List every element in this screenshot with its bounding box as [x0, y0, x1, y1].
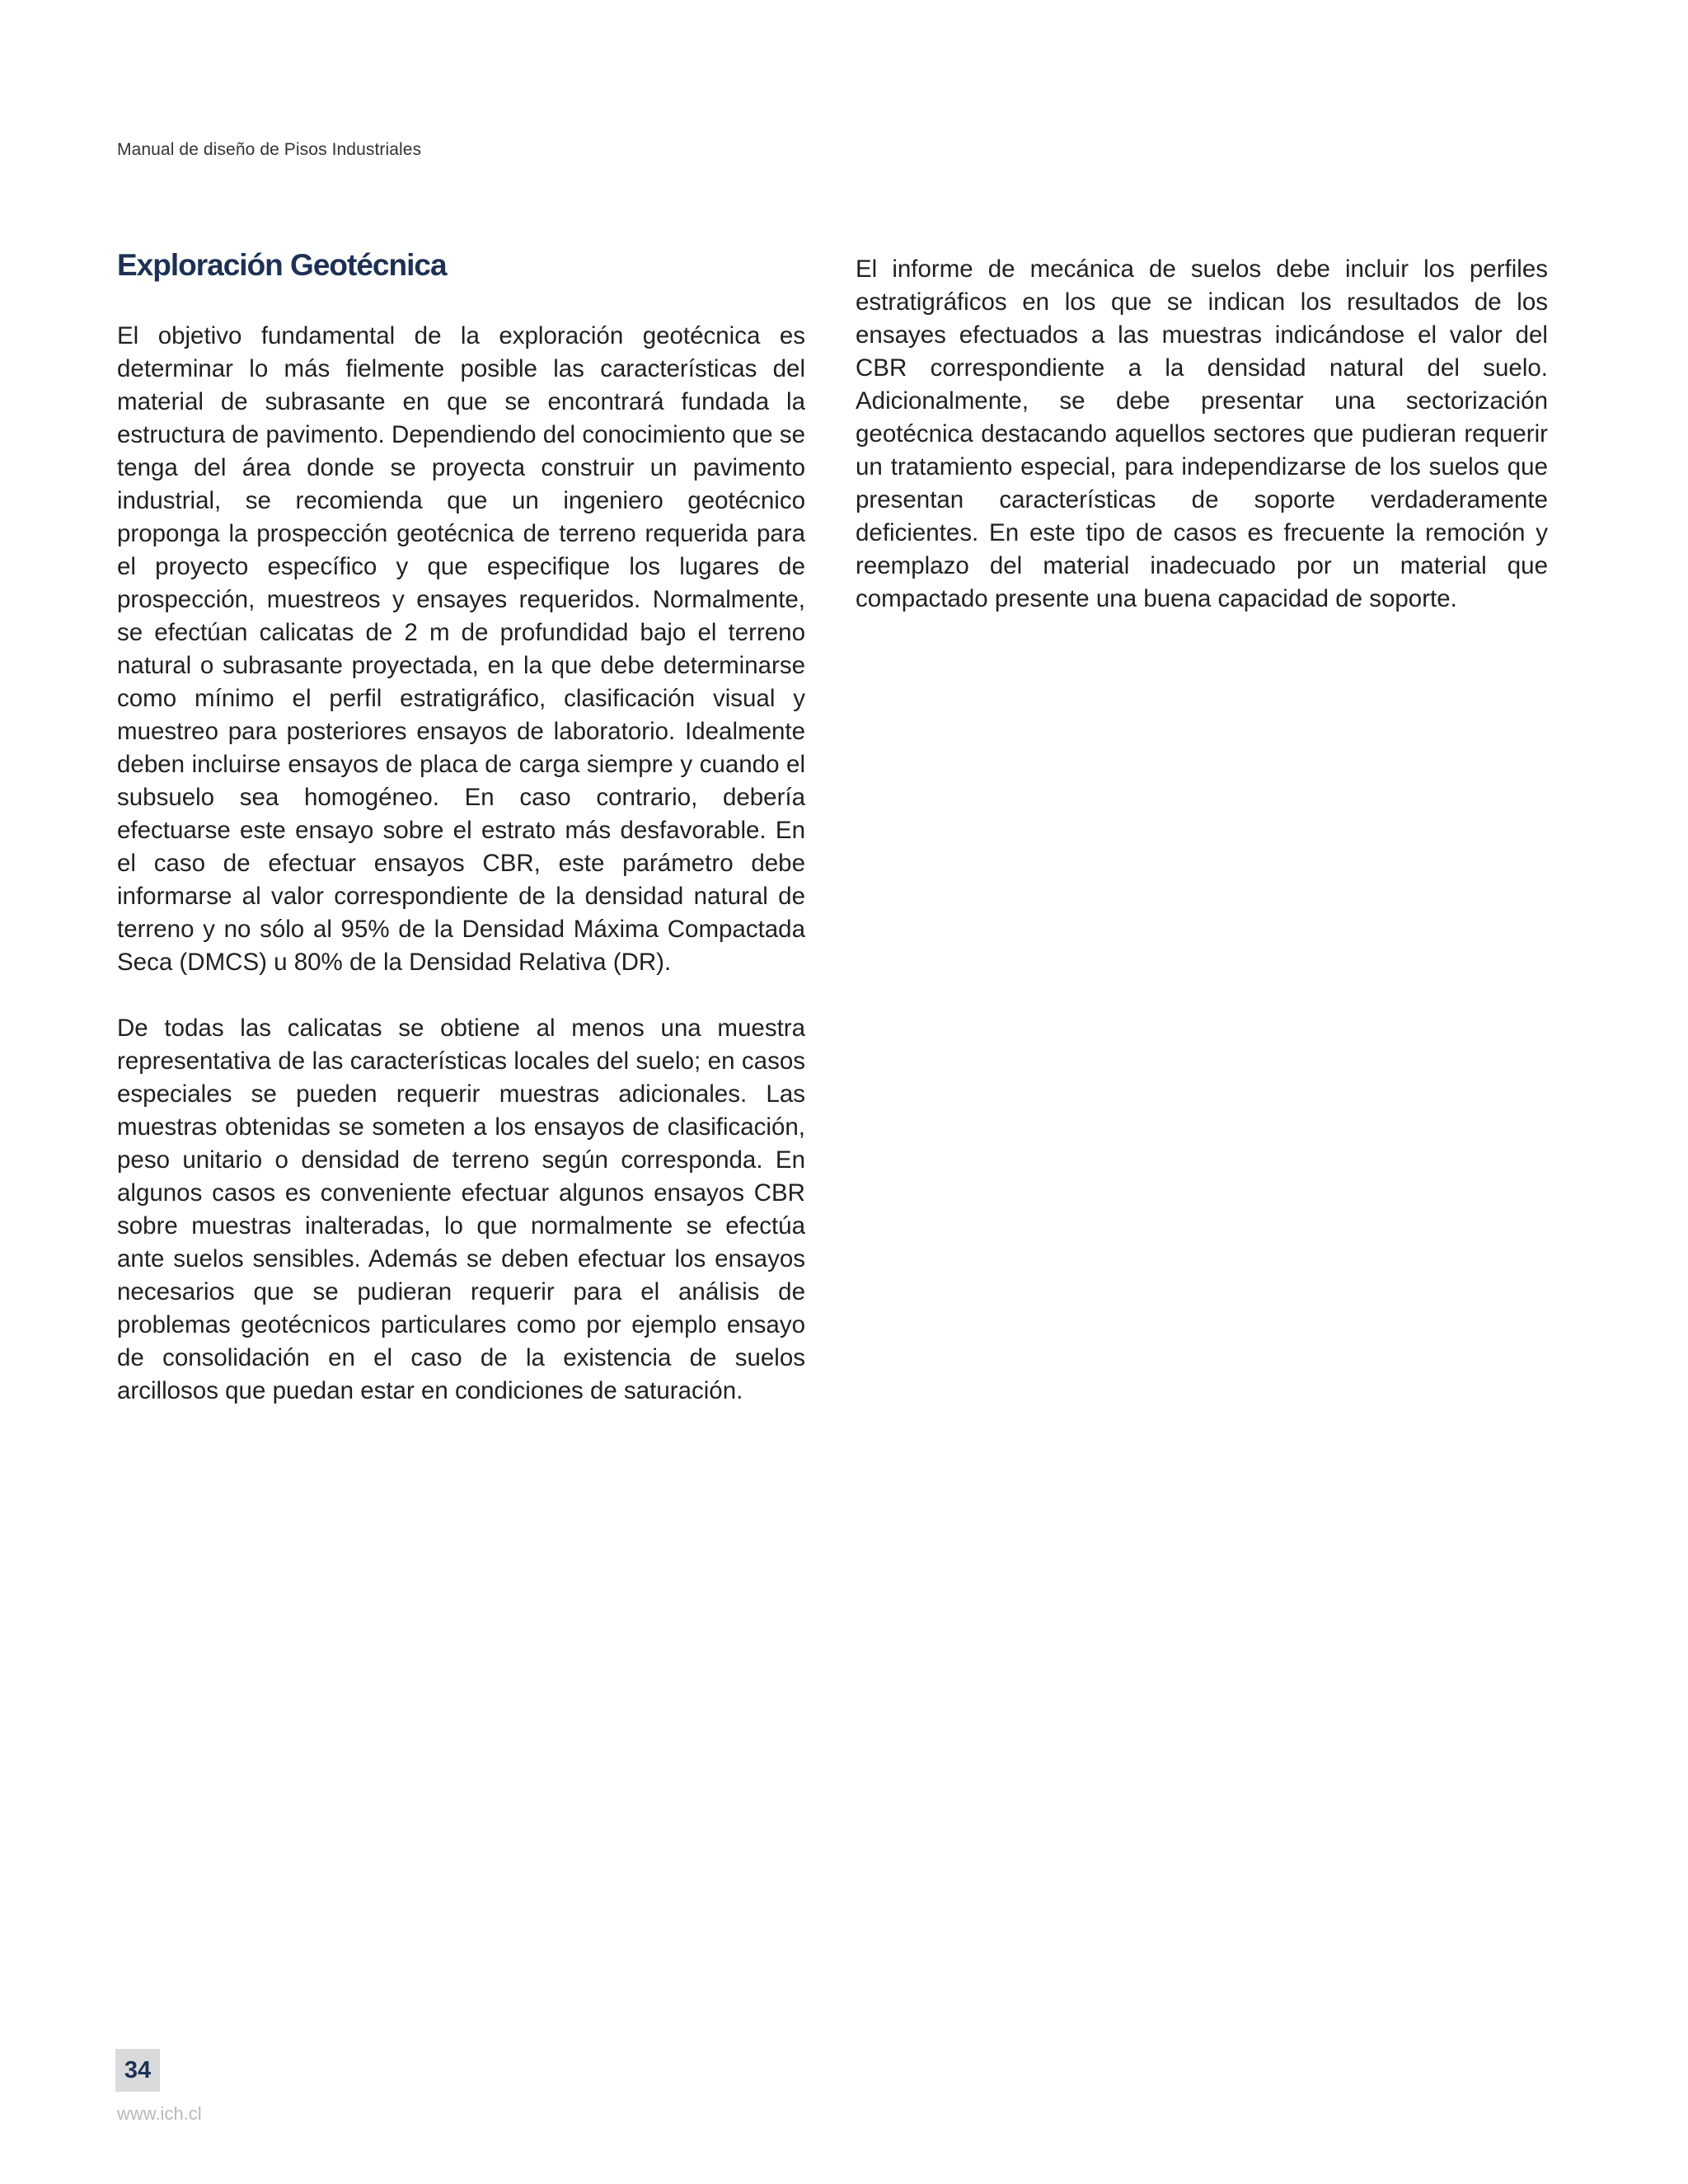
website-url: www.ich.cl [117, 2103, 202, 2124]
paragraph-soil-report: El informe de mecánica de suelos debe incluir los perfiles estratigráficos en los que se indican los resultados de los ensayes efectuados a las muestras indicándose el valor del CBR correspondiente a la densidad natural del suelo. Adicionalmente, se debe presentar una sectorización geotécnica destacando aquellos sectores que pudieran requerir un tratamiento especial, para independizarse de los suelos que presentan características de soporte verdaderamente deficientes. En este tipo de casos es frecuente la remoción y reemplazo del material inadecuado por un material que compactado presente una buena capacidad de soporte. [856, 255, 1548, 612]
paragraph-objective: El objetivo fundamental de la exploración geotécnica es determinar lo más fielmente posible las características del material de subrasante en que se encontrará fundada la estructura de pavimento. Dependiendo del conocimiento que se tenga del área donde se proyecta construir un pavimento industrial, se recomienda que un ingeniero geotécnico proponga la prospección geotécnica de terreno requerida para el proyecto específico y que especifique los lugares de prospección, muestreos y ensayes requeridos. Normalmente, se efectúan calicatas de 2 m de profundidad bajo el terreno natural o subrasante proyectada, en la que debe determinarse como mínimo el perfil estratigráfico, clasificación visual y muestreo para posteriores ensayos de laboratorio. Idealmente deben incluirse ensayos de placa de carga siempre y cuando el subsuelo sea homogéneo. En caso contrario, debería efectuarse este ensayo sobre el estrato más desfavorable. En el caso de efectuar ensayos CBR, este parámetro debe informarse al valor correspondiente de la densidad natural de terreno y no sólo al 95% de la Densidad Máxima Compactada Seca (DMCS) u 80% de la Densidad Relativa (DR). [117, 322, 805, 977]
page-number: 34 [115, 2049, 160, 2092]
right-column [856, 247, 1548, 649]
running-header: Manual de diseño de Pisos Industriales [117, 140, 422, 159]
left-column [117, 247, 805, 1441]
paragraph-samples: De todas las calicatas se obtiene al menos una muestra representativa de las características locales del suelo; en casos especiales se pueden requerir muestras adicionales. Las muestras obtenidas se someten a los ensayos de clasificación, peso unitario o densidad de terreno según corresponda. En algunos casos es conveniente efectuar algunos ensayos CBR sobre muestras inalteradas, lo que normalmente se efectúa ante suelos sensibles. Además se deben efectuar los ensayos necesarios que se pudieran requerir para el análisis de problemas geotécnicos particulares como por ejemplo ensayo de consolidación en el caso de la existencia de suelos arcillosos que puedan estar en condiciones de saturación. [117, 1015, 805, 1405]
section-title: Exploración Geotécnica [117, 248, 447, 282]
